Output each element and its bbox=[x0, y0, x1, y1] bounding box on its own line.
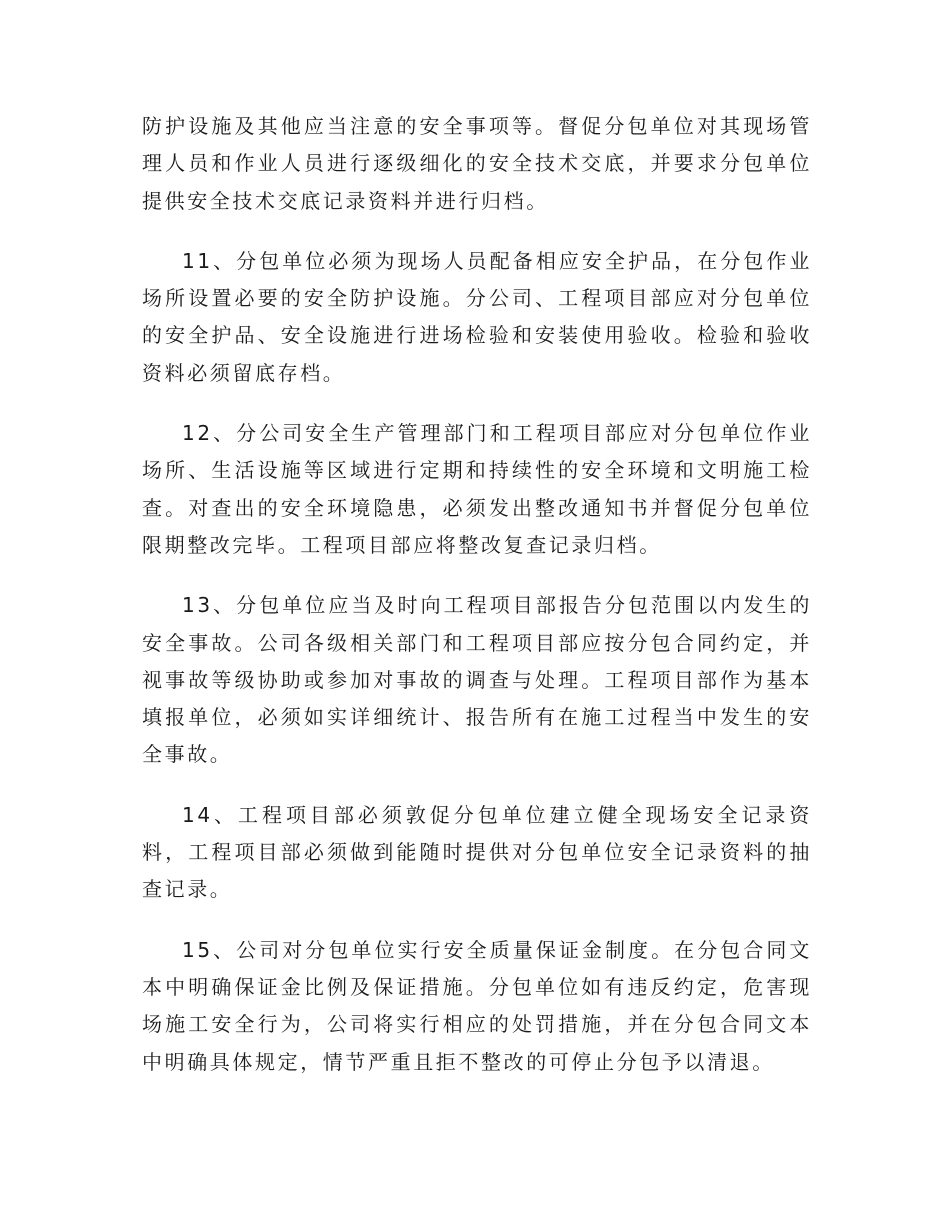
paragraph-item-15: 15、公司对分包单位实行安全质量保证金制度。在分包合同文本中明确保证金比例及保证措施。分包单位如有违反约定，危害现场施工安全行为，公司将实行相应的处罚措施，并在分包合同文本中明确具体规定，情节严重且拒不整改的可停止分包予以清退。 bbox=[142, 937, 812, 1074]
paragraph-item-14: 14、工程项目部必须敦促分包单位建立健全现场安全记录资料，工程项目部必须做到能随时提供对分包单位安全记录资料的抽查记录。 bbox=[142, 802, 812, 902]
paragraph-continued: 防护设施及其他应当注意的安全事项等。督促分包单位对其现场管理人员和作业人员进行逐级细化的安全技术交底，并要求分包单位提供安全技术交底记录资料并进行归档。 bbox=[142, 114, 812, 213]
paragraph-item-11: 11、分包单位必须为现场人员配备相应安全护品，在分包作业场所设置必要的安全防护设施。分公司、工程项目部应对分包单位的安全护品、安全设施进行进场检验和安装使用验收。检验和验收资料必须留底存档。 bbox=[142, 248, 812, 385]
paragraph-item-12: 12、分公司安全生产管理部门和工程项目部应对分包单位作业场所、生活设施等区域进行定期和持续性的安全环境和文明施工检查。对查出的安全环境隐患，必须发出整改通知书并督促分包单位限期整改完毕。工程项目部应将整改复查记录归档。 bbox=[142, 421, 812, 557]
paragraph-item-13: 13、分包单位应当及时向工程项目部报告分包范围以内发生的安全事故。公司各级相关部门和工程项目部应按分包合同约定，并视事故等级协助或参加对事故的调查与处理。工程项目部作为基本填报单位，必须如实详细统计、报告所有在施工过程当中发生的安全事故。 bbox=[142, 593, 812, 767]
document-body bbox=[142, 108, 812, 1104]
